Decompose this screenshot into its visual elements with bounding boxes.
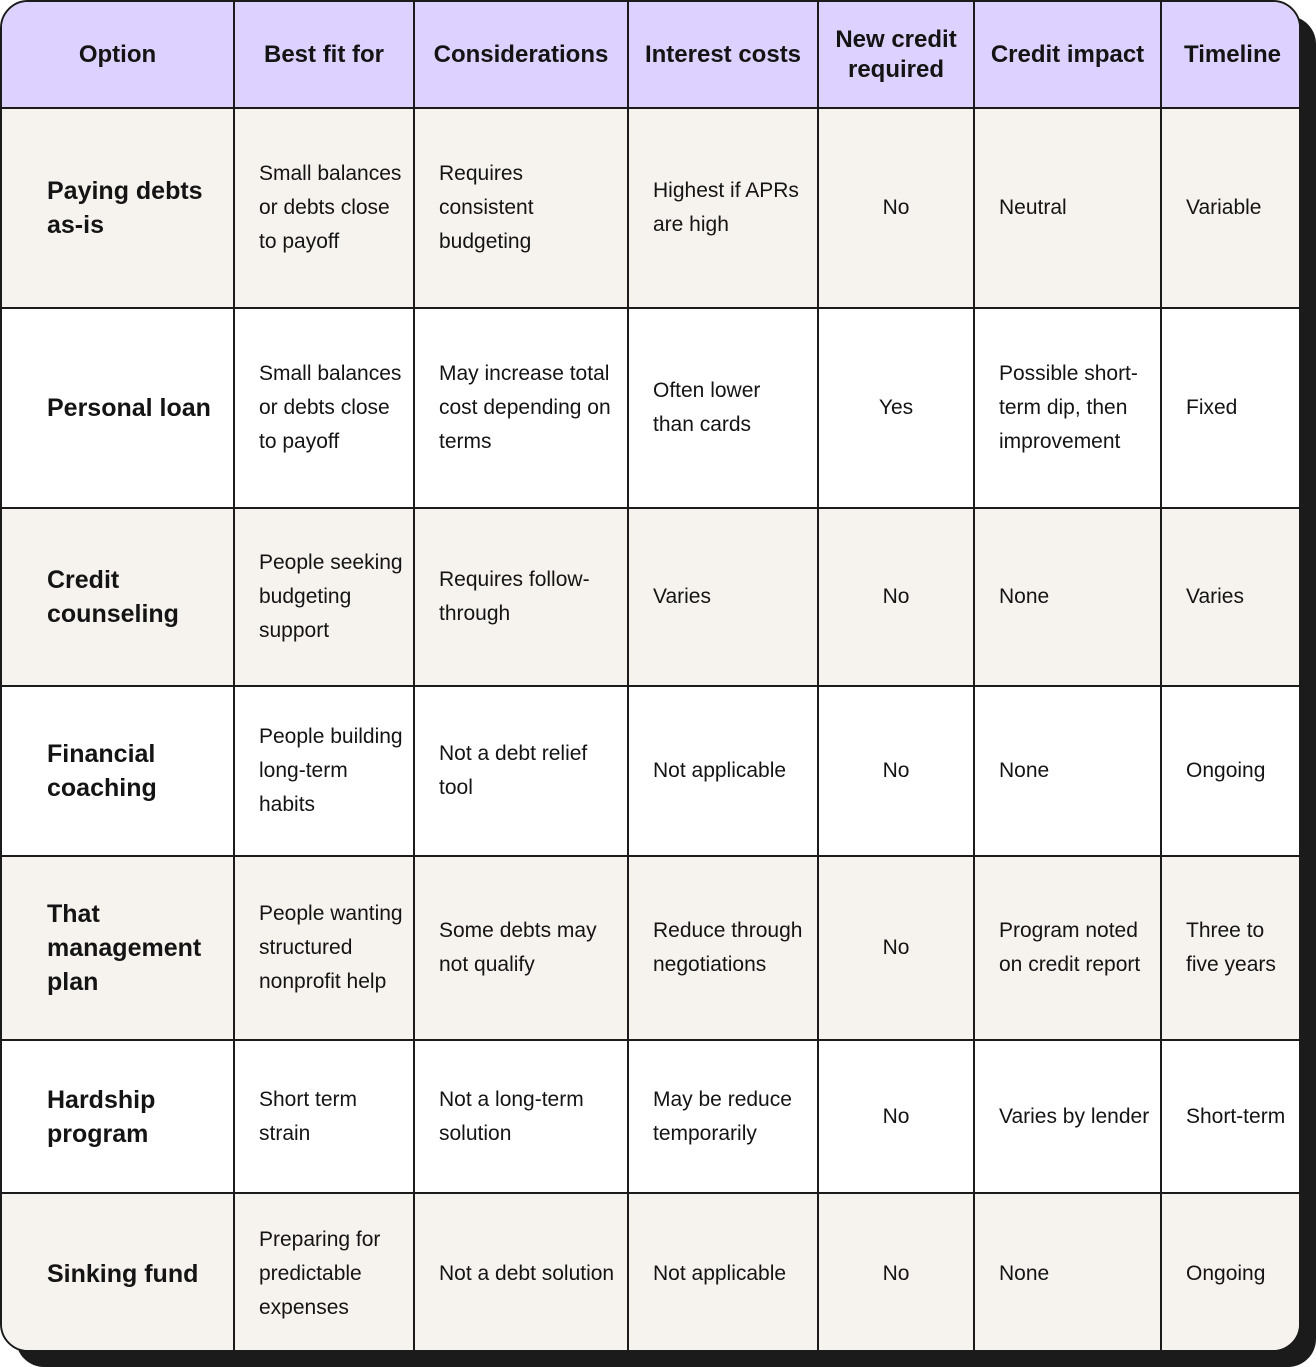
- best-fit-cell: People seeking budgeting support: [234, 508, 414, 686]
- header-new-credit: New credit required: [818, 2, 974, 108]
- option-name: Personal loan: [47, 394, 211, 422]
- option-cell: [2, 1040, 234, 1193]
- interest-cell: Not applicable: [628, 1193, 818, 1352]
- option-name: Hardship program: [47, 1085, 156, 1148]
- credit-impact-cell: None: [974, 1193, 1161, 1352]
- timeline-cell: Ongoing: [1161, 1193, 1301, 1352]
- table-row: [2, 508, 1301, 686]
- credit-impact-cell: Possible short-term dip, then improvement: [974, 308, 1161, 508]
- considerations-cell: Not a debt solution: [414, 1193, 628, 1352]
- considerations-cell: Requires follow-through: [414, 508, 628, 686]
- credit-impact-cell: Program noted on credit report: [974, 856, 1161, 1040]
- new-credit-cell: No: [818, 686, 974, 856]
- timeline-cell: Three to five years: [1161, 856, 1301, 1040]
- table-row: [2, 686, 1301, 856]
- credit-impact-cell: Varies by lender: [974, 1040, 1161, 1193]
- interest-cell: Often lower than cards: [628, 308, 818, 508]
- interest-cell: Reduce through negotiations: [628, 856, 818, 1040]
- option-cell: [2, 308, 234, 508]
- header-option: Option: [2, 2, 234, 108]
- credit-impact-cell: None: [974, 686, 1161, 856]
- interest-cell: Highest if APRs are high: [628, 108, 818, 308]
- new-credit-cell: No: [818, 856, 974, 1040]
- new-credit-cell: No: [818, 508, 974, 686]
- new-credit-cell: No: [818, 108, 974, 308]
- debt-options-table: [2, 2, 1301, 1352]
- table-row: [2, 1193, 1301, 1352]
- interest-cell: Varies: [628, 508, 818, 686]
- considerations-cell: Some debts may not qualify: [414, 856, 628, 1040]
- option-name: Paying debts as-is: [47, 177, 203, 239]
- option-cell: [2, 1193, 234, 1352]
- credit-impact-cell: Neutral: [974, 108, 1161, 308]
- table-row: [2, 308, 1301, 508]
- best-fit-cell: People wanting structured nonprofit help: [234, 856, 414, 1040]
- considerations-cell: Requires consistent budgeting: [414, 108, 628, 308]
- table-row: [2, 856, 1301, 1040]
- timeline-cell: Variable: [1161, 108, 1301, 308]
- header-timeline: Timeline: [1161, 2, 1301, 108]
- interest-cell: Not applicable: [628, 686, 818, 856]
- header-best-fit: Best fit for: [234, 2, 414, 108]
- header-interest-costs: Interest costs: [628, 2, 818, 108]
- table-row: [2, 1040, 1301, 1193]
- option-cell: [2, 856, 234, 1040]
- option-cell: [2, 108, 234, 308]
- new-credit-cell: Yes: [818, 308, 974, 508]
- best-fit-cell: Short term strain: [234, 1040, 414, 1193]
- credit-impact-cell: None: [974, 508, 1161, 686]
- timeline-cell: Ongoing: [1161, 686, 1301, 856]
- considerations-cell: Not a debt relief tool: [414, 686, 628, 856]
- option-name: Financial coaching: [47, 740, 157, 802]
- timeline-cell: Fixed: [1161, 308, 1301, 508]
- new-credit-cell: No: [818, 1040, 974, 1193]
- timeline-cell: Short-term: [1161, 1040, 1301, 1193]
- option-cell: [2, 686, 234, 856]
- header-credit-impact: Credit impact: [974, 2, 1161, 108]
- considerations-cell: May increase total cost depending on terms: [414, 308, 628, 508]
- best-fit-cell: People building long-term habits: [234, 686, 414, 856]
- timeline-cell: Varies: [1161, 508, 1301, 686]
- considerations-cell: Not a long-term solution: [414, 1040, 628, 1193]
- option-name: That management plan: [47, 900, 202, 996]
- option-name: Sinking fund: [47, 1260, 199, 1288]
- table-row: [2, 108, 1301, 308]
- best-fit-cell: Small balances or debts close to payoff: [234, 108, 414, 308]
- option-name: Credit counseling: [47, 566, 179, 628]
- interest-cell: May be reduce temporarily: [628, 1040, 818, 1193]
- header-considerations: Considerations: [414, 2, 628, 108]
- new-credit-cell: No: [818, 1193, 974, 1352]
- option-cell: [2, 508, 234, 686]
- best-fit-cell: Preparing for predictable expenses: [234, 1193, 414, 1352]
- best-fit-cell: Small balances or debts close to payoff: [234, 308, 414, 508]
- header-row: [2, 2, 1301, 108]
